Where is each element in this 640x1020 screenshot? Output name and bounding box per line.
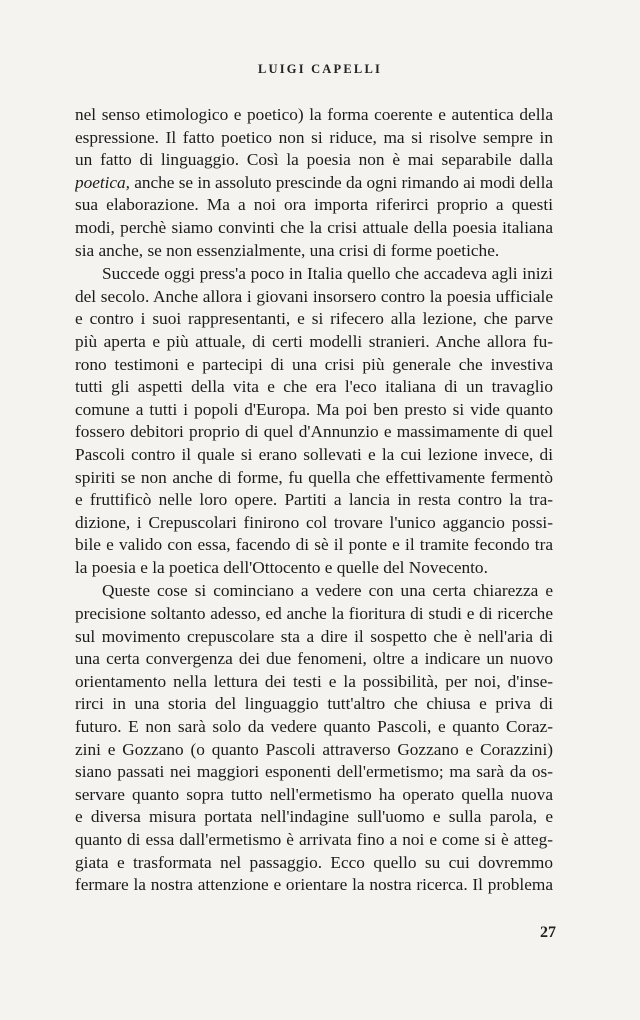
text-line: comune a tutti i popoli d'Europa. Ma poi ben presto si vide quanto <box>75 399 553 419</box>
paragraph-1 <box>75 104 553 262</box>
text-line: zini e Gozzano (o quanto Pascoli attraverso Gozzano e Corazzini) <box>75 739 553 759</box>
text-line: siano passati nei maggiori esponenti dell'ermetismo; ma sarà da os- <box>75 762 553 782</box>
text-line: giata e trasformata nel passaggio. Ecco quello su cui dovremmo <box>75 852 553 872</box>
text-line: fossero debitori proprio di quel d'Annunzio e massimamente di quel <box>75 422 553 442</box>
text-line: sul movimento crepuscolare sta a dire il sospetto che è nell'aria di <box>75 626 553 646</box>
text-line: tutti gli aspetti della vita e che era l'eco italiana di un travaglio <box>75 377 553 397</box>
text-line: Queste cose si cominciano a vedere con una certa chiarezza e <box>102 581 553 601</box>
text-line: sia anche, se non essenzialmente, una crisi di forme poetiche. <box>75 240 500 260</box>
text-line: del secolo. Anche allora i giovani insorsero contro la poesia ufficiale <box>75 286 553 306</box>
text-line: futuro. E non sarà solo da vedere quanto Pascoli, e quanto Coraz- <box>75 717 553 737</box>
text-line: e fruttificò nelle loro opere. Partiti a lancia in resta contro la tra- <box>75 490 553 510</box>
text-line: Succede oggi press'a poco in Italia quello che accadeva agli inizi <box>102 264 553 284</box>
text-line <box>75 172 553 195</box>
body-text <box>75 104 553 897</box>
text-line: precisione soltanto adesso, ed anche la fioritura di studi e di ricerche <box>75 604 553 624</box>
text-line: servare quanto sopra tutto nell'ermetismo ha operato quella nuova <box>75 784 553 804</box>
text-line: nel senso etimologico e poetico) la forma coerente e autentica della <box>75 105 553 124</box>
text-line: orientamento nella lettura dei testi e la possibilità, per noi, d'inse- <box>75 671 553 691</box>
text-line: dizione, i Crepuscolari finirono col trovare l'unico aggancio possi- <box>75 512 553 532</box>
running-head: LUIGI CAPELLI <box>257 62 383 76</box>
text-line: e diversa misura portata nell'indagine sull'uomo e sulla parola, e <box>75 807 553 827</box>
text-line: rirci in una storia del linguaggio tutt'altro che chiusa e priva di <box>75 694 553 714</box>
text-line: rono testimoni e partecipi di una crisi più generale che investiva <box>75 354 553 374</box>
text-line: più aperta e più attuale, di certi modelli stranieri. Anche allora fu- <box>75 331 553 351</box>
text-line: Pascoli contro il quale si erano sollevati e la cui lezione invece, di <box>75 444 553 464</box>
text-line-rest: anche se in assoluto prescinde da ogni rimando ai modi della <box>134 172 553 192</box>
text-line: sua elaborazione. Ma a noi ora importa riferirci proprio a questi <box>75 195 553 215</box>
page-number: 27 <box>540 924 556 941</box>
text-line: una certa convergenza dei due fenomeni, oltre a indicare un nuovo <box>75 649 553 669</box>
text-line: fermare la nostra attenzione e orientare la nostra ricerca. Il problema <box>75 875 553 895</box>
text-line: bile e valido con essa, facendo di sè il ponte e il tramite fecondo tra <box>75 535 553 555</box>
text-line: modi, perchè siamo convinti che la crisi attuale della poesia italiana <box>75 217 553 237</box>
text-line: la poesia e la poetica dell'Ottocento e quelle del Novecento. <box>75 557 488 577</box>
text-line: spiriti se non anche di forme, fu quella che effettivamente fermentò <box>75 467 553 487</box>
text-line: quanto di essa dall'ermetismo è arrivata fino a noi e come si è atteg- <box>75 830 553 849</box>
paragraph-3 <box>75 580 553 896</box>
text-line: e contro i suoi rappresentanti, e si rifecero alla lezione, che parve <box>75 309 553 329</box>
text-line: espressione. Il fatto poetico non si riduce, ma si risolve sempre in <box>75 127 553 147</box>
italic-word: poetica, <box>75 172 130 192</box>
text-line: un fatto di linguaggio. Così la poesia non è mai separabile dalla <box>75 150 553 170</box>
paragraph-2 <box>75 263 553 579</box>
